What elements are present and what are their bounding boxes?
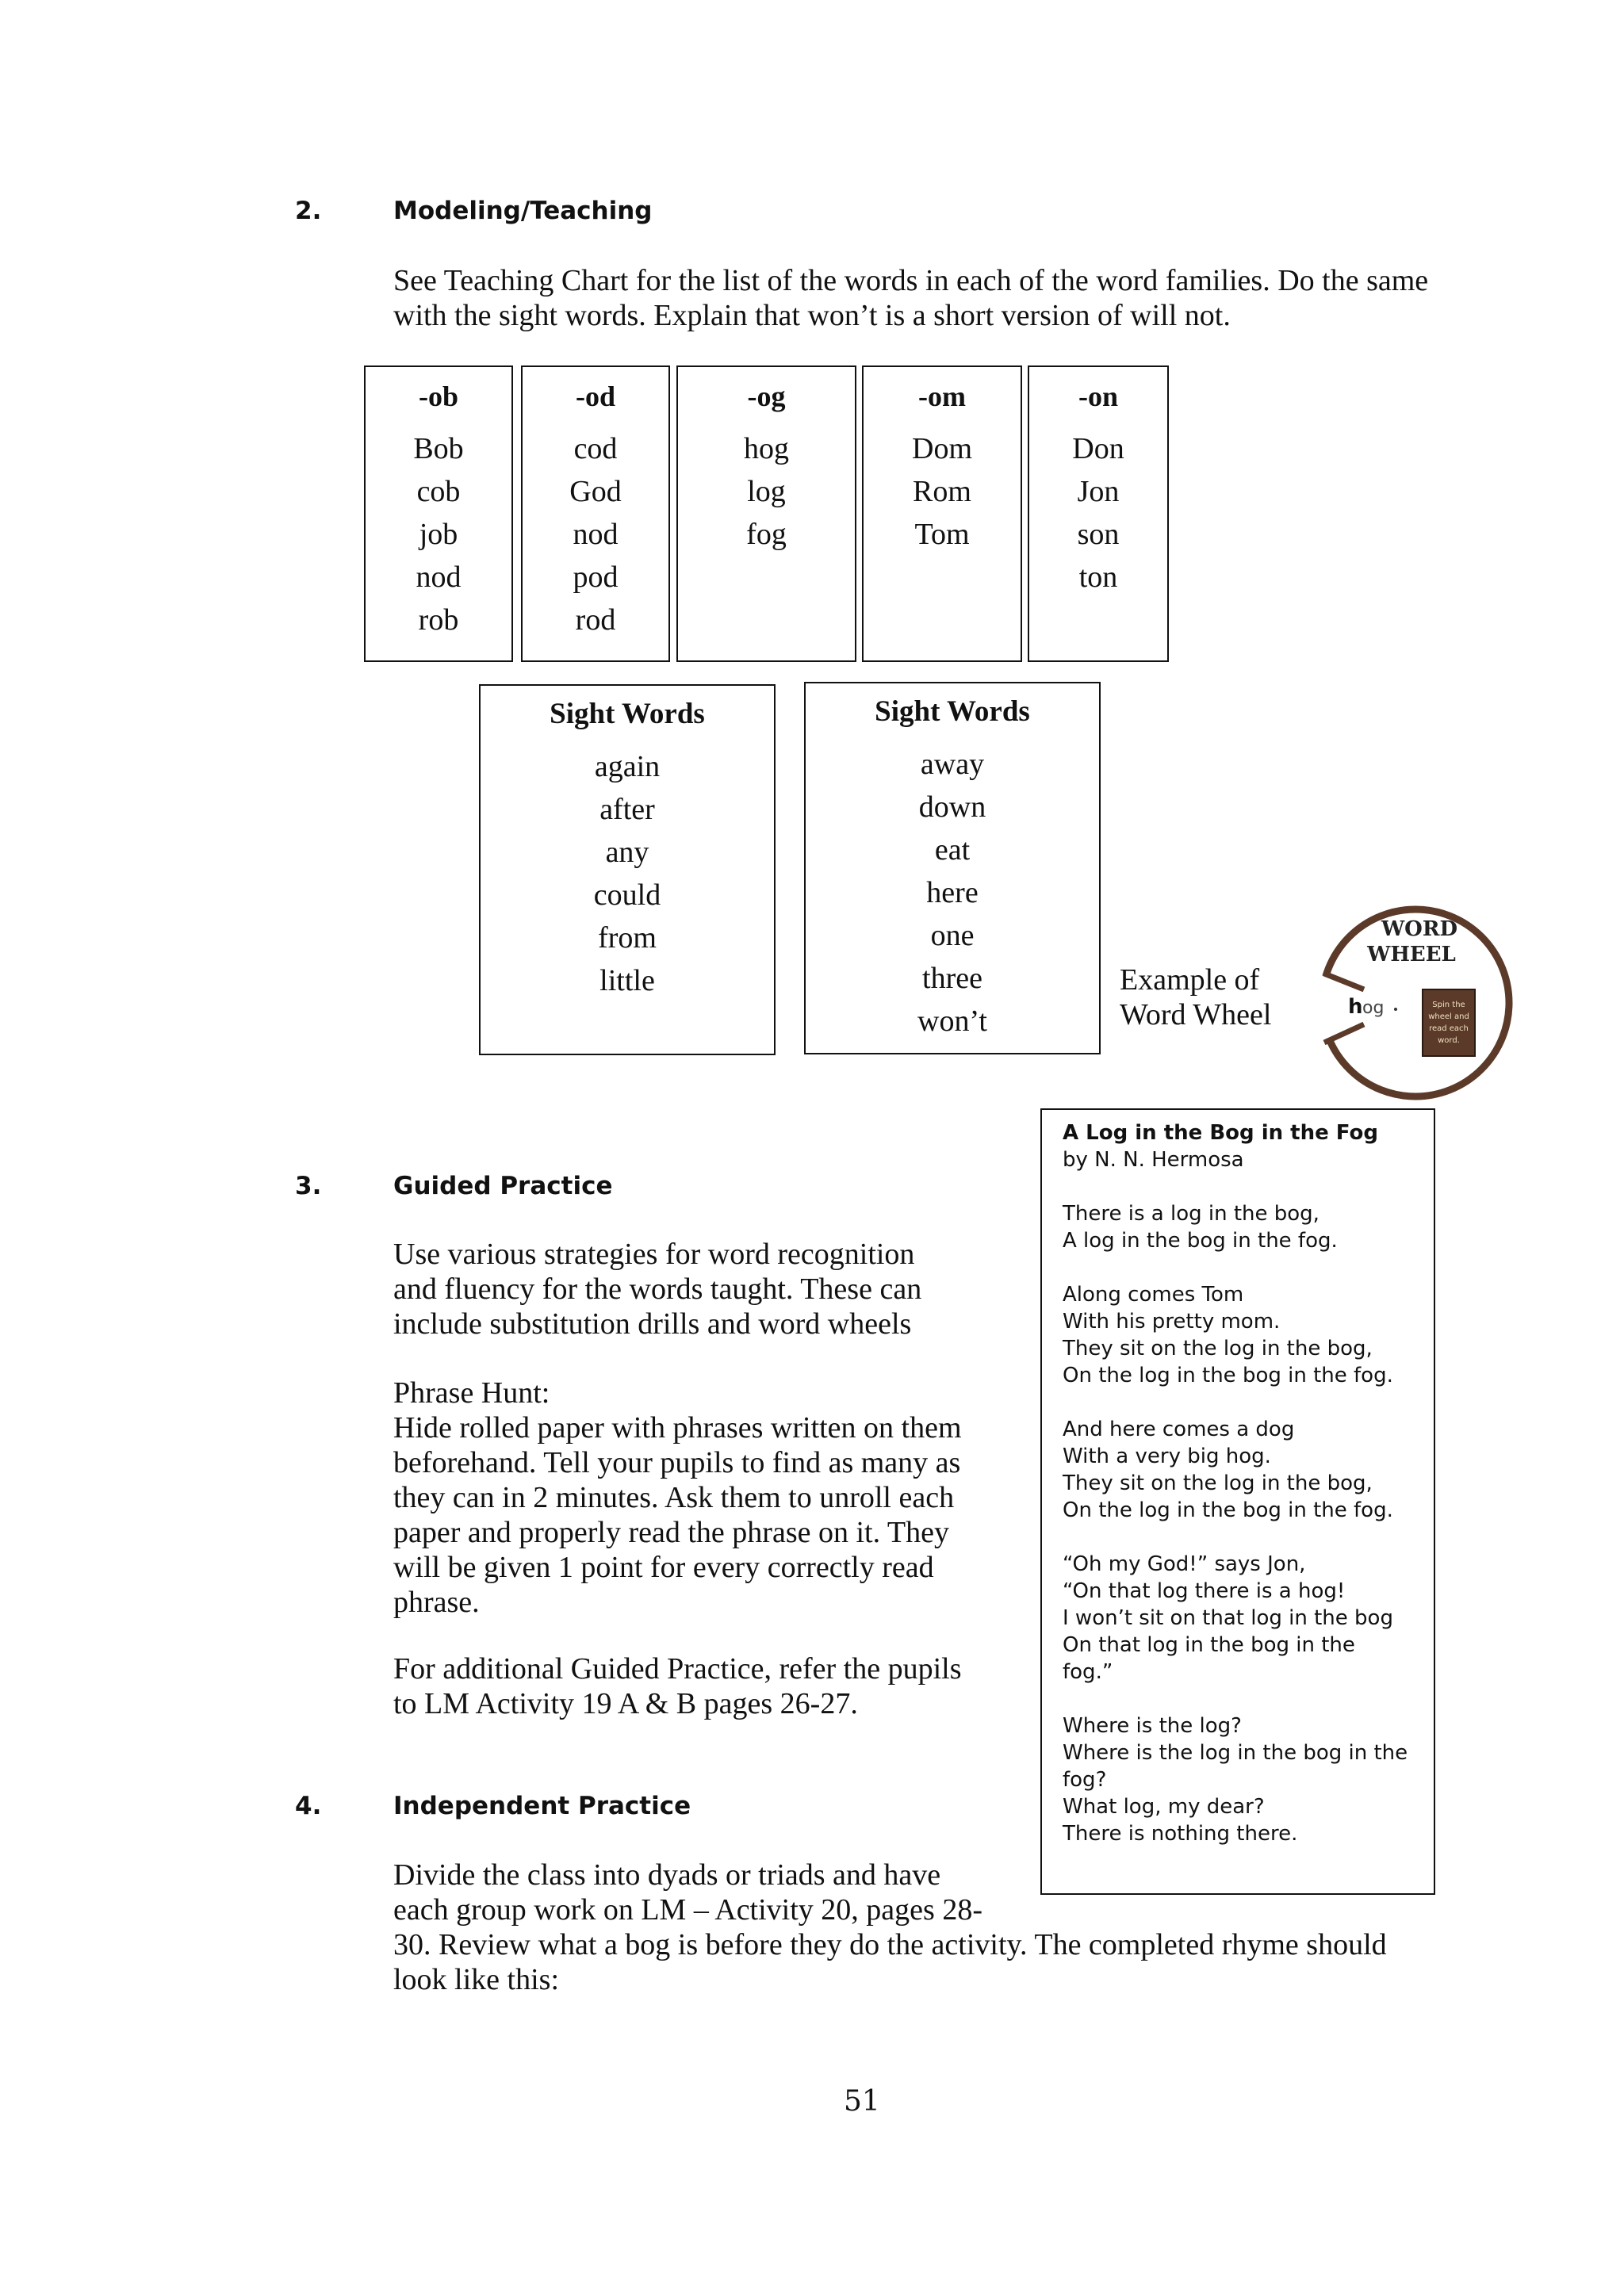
wheel-card (1423, 989, 1475, 1056)
wheel-title-line: WHEEL (1367, 943, 1456, 966)
poem-line: They sit on the log in the bog, (1063, 1337, 1373, 1360)
word: Rom (913, 475, 971, 508)
word-wheel-image (1316, 904, 1515, 1102)
poem-line: On the log in the bog in the fog. (1063, 1498, 1393, 1522)
word-wheel-caption (1120, 962, 1271, 1032)
poem-line: A log in the bog in the fog. (1063, 1229, 1338, 1253)
word-family-list (366, 427, 511, 641)
text-line: See Teaching Chart for the list of the words in each of the word families. Do the same (393, 264, 1429, 297)
word: from (598, 921, 657, 955)
caption-line: Word Wheel (1120, 998, 1272, 1031)
word-family-header: -on (1078, 381, 1118, 412)
section-4-number: 4. (295, 1792, 322, 1820)
word: cob (416, 475, 461, 508)
word: nod (416, 561, 462, 594)
wheel-dot (1394, 1008, 1397, 1011)
word: any (605, 836, 649, 869)
text-line: 30. Review what a bog is before they do the activity. The completed rhyme should (393, 1928, 1387, 1961)
word: little (599, 964, 655, 997)
word: rod (575, 603, 616, 637)
word: nod (573, 518, 619, 551)
sight-words-list (806, 743, 1099, 1043)
section-2-number: 2. (295, 197, 322, 225)
poem-line: On the log in the bog in the fog. (1063, 1364, 1393, 1387)
word-family-box-om (862, 365, 1022, 662)
word: eat (934, 833, 971, 867)
poem-line: On that log in the bog in the (1063, 1633, 1355, 1657)
text-line: Use various strategies for word recognition (393, 1238, 915, 1271)
text-line: to LM Activity 19 A & B pages 26-27. (393, 1687, 858, 1720)
phrase-hunt-title: Phrase Hunt: (393, 1376, 550, 1410)
section-2-title: Modeling/Teaching (393, 197, 653, 225)
text-line: each group work on LM – Activity 20, pages 28- (393, 1893, 982, 1927)
poem-stanza (1063, 1551, 1413, 1686)
sight-words-header: Sight Words (875, 695, 1030, 728)
poem-line: Where is the log? (1063, 1714, 1242, 1738)
poem-line: With a very big hog. (1063, 1445, 1271, 1468)
word: fog (746, 518, 787, 551)
word: here (926, 876, 979, 909)
text-line: Hide rolled paper with phrases written on them (393, 1411, 962, 1445)
word-family-list (523, 427, 668, 641)
word: three (922, 962, 982, 995)
sight-words-header: Sight Words (550, 698, 705, 730)
wheel-card-line: wheel and (1428, 1012, 1469, 1021)
word: Jon (1077, 475, 1120, 508)
word-family-box-og (676, 365, 856, 662)
text-line: For additional Guided Practice, refer the pupils (393, 1652, 962, 1686)
word: job (419, 518, 458, 551)
wheel-rest: og (1362, 998, 1385, 1018)
text-line: with the sight words. Explain that won’t is a short version of will not. (393, 299, 1231, 332)
word: cod (573, 432, 618, 465)
word: after (599, 793, 655, 826)
page-number: 51 (844, 2085, 880, 2118)
poem-line: And here comes a dog (1063, 1418, 1295, 1441)
section-3-paragraph-3 (393, 1651, 1028, 1721)
section-3-title: Guided Practice (393, 1172, 613, 1200)
section-2-paragraph (393, 263, 1503, 333)
section-3-paragraph-2 (393, 1410, 1028, 1620)
word: God (569, 475, 622, 508)
text-line: paper and properly read the phrase on it. They (393, 1516, 949, 1549)
word-family-header: -om (918, 381, 966, 412)
poem-line: fog.” (1063, 1660, 1113, 1684)
word: Don (1072, 432, 1124, 465)
text-line: will be given 1 point for every correctly read (393, 1551, 934, 1584)
word-family-list (1029, 427, 1167, 599)
word: son (1077, 518, 1120, 551)
text-line: they can in 2 minutes. Ask them to unroll each (393, 1481, 955, 1514)
poem-stanza (1063, 1200, 1413, 1254)
poem-line: What log, my dear? (1063, 1795, 1265, 1819)
poem-line: Along comes Tom (1063, 1283, 1244, 1307)
poem-title: A Log in the Bog in the Fog (1063, 1121, 1378, 1145)
poem-stanza (1063, 1281, 1413, 1389)
section-4-title: Independent Practice (393, 1792, 691, 1820)
wheel-card-line: Spin the (1432, 1001, 1465, 1009)
poem-line: Where is the log in the bog in the (1063, 1741, 1408, 1765)
word-family-header: -ob (418, 381, 458, 412)
word: Tom (914, 518, 970, 551)
word: rob (418, 603, 459, 637)
poem-stanza (1063, 1712, 1413, 1847)
word-family-list (678, 427, 855, 556)
text-line: include substitution drills and word wheels (393, 1307, 912, 1341)
word: could (593, 878, 661, 912)
text-line: and fluency for the words taught. These can (393, 1272, 922, 1306)
section-4-paragraph (393, 1858, 1503, 1997)
word-family-list (864, 427, 1021, 556)
text-line: beforehand. Tell your pupils to find as many as (393, 1446, 961, 1479)
poem-line: I won’t sit on that log in the bog (1063, 1606, 1393, 1630)
word: Dom (912, 432, 972, 465)
poem-stanza (1063, 1416, 1413, 1524)
sight-words-list (481, 745, 774, 1002)
sight-words-box-1 (479, 684, 776, 1055)
poem-line: There is a log in the bog, (1063, 1202, 1320, 1226)
word-family-box-on (1028, 365, 1169, 662)
text-line: look like this: (393, 1963, 559, 1996)
word-family-header: -od (575, 381, 615, 412)
word-family-box-ob (364, 365, 513, 662)
poem-author: by N. N. Hermosa (1063, 1148, 1244, 1172)
poem-line: “Oh my God!” says Jon, (1063, 1552, 1306, 1576)
poem-line: With his pretty mom. (1063, 1310, 1281, 1334)
word: again (594, 750, 661, 783)
wheel-card-line: word. (1438, 1036, 1460, 1045)
caption-line: Example of (1120, 963, 1260, 997)
text-line: phrase. (393, 1586, 480, 1619)
word-family-header: -og (747, 381, 786, 412)
text-line: Divide the class into dyads or triads and have (393, 1858, 941, 1892)
wheel-title-line: WORD (1381, 917, 1458, 941)
word: hog (744, 432, 789, 465)
section-3-paragraph-1 (393, 1237, 1028, 1341)
sight-words-box-2 (804, 682, 1101, 1054)
wheel-card-line: read each (1429, 1024, 1469, 1033)
poem-box (1040, 1108, 1435, 1895)
word: Bob (413, 432, 464, 465)
word-family-box-od (521, 365, 670, 662)
wheel-letter: h (1348, 995, 1363, 1019)
word: log (747, 475, 786, 508)
word: one (930, 919, 975, 952)
poem-line: fog? (1063, 1768, 1107, 1792)
word: down (918, 790, 986, 824)
poem-line: They sit on the log in the bog, (1063, 1471, 1373, 1495)
poem-line: “On that log there is a hog! (1063, 1579, 1346, 1603)
word: away (920, 748, 985, 781)
word: pod (573, 561, 619, 594)
section-3-number: 3. (295, 1172, 322, 1200)
poem-line: There is nothing there. (1063, 1822, 1298, 1846)
word: won’t (917, 1004, 987, 1038)
word: ton (1078, 561, 1118, 594)
